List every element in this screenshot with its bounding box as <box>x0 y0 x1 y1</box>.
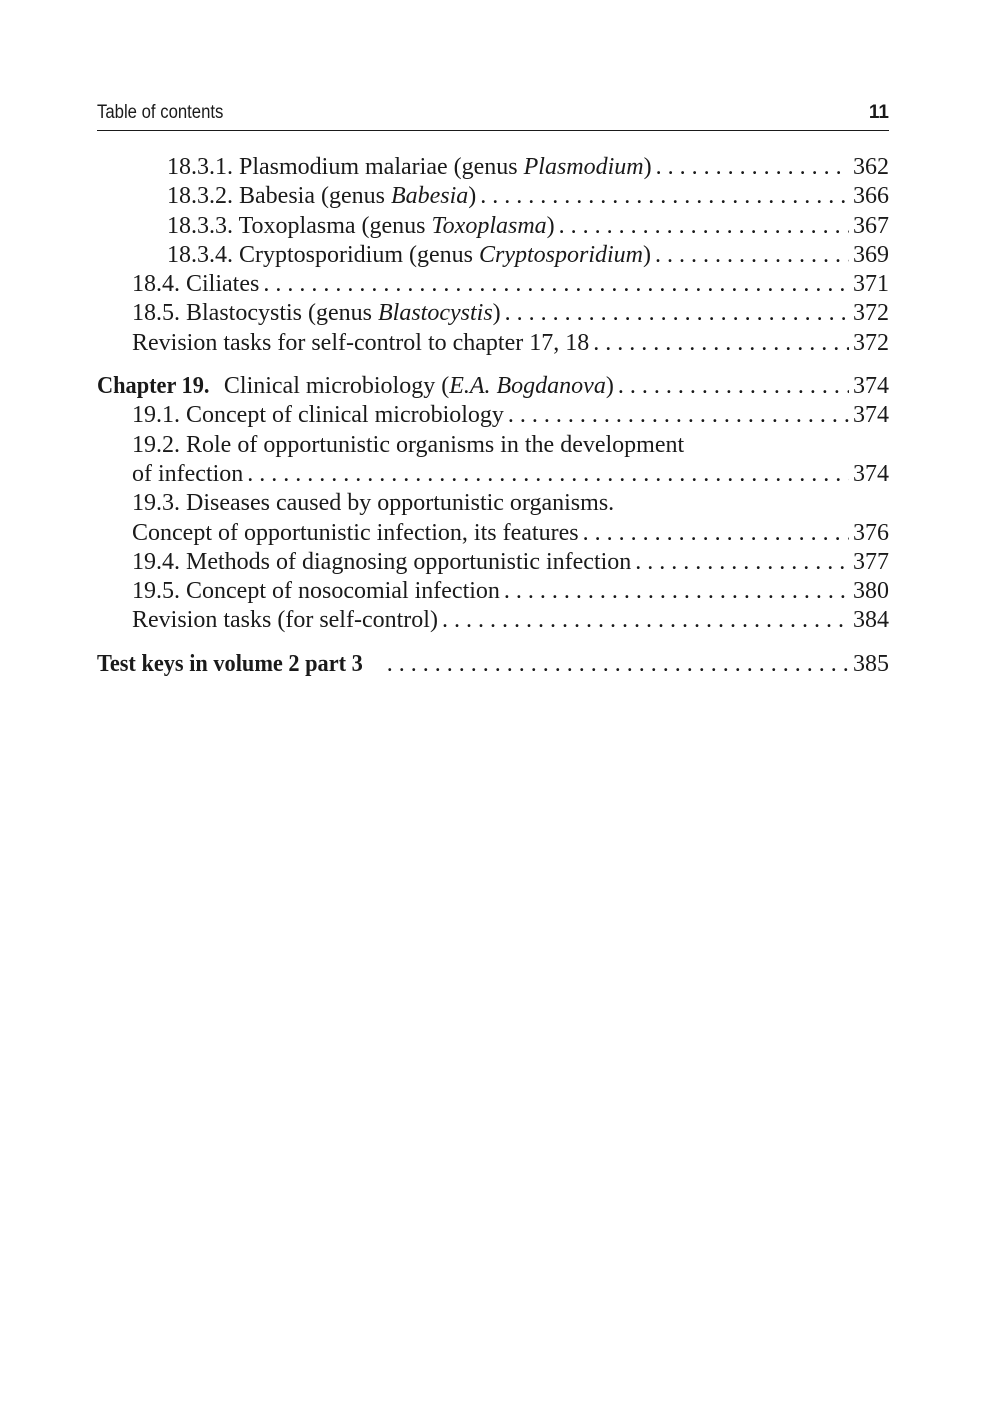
toc-entry-title: 18.3.1. Plasmodium malariae (genus Plasmodium) <box>167 154 652 180</box>
toc-entry-title: 18.3.2. Babesia (genus Babesia) <box>167 183 477 210</box>
toc-entry-page: 374 <box>853 373 889 400</box>
section-gap <box>97 636 889 650</box>
table-of-contents <box>97 153 889 679</box>
dot-leader <box>618 372 849 401</box>
toc-entry-test-keys[interactable] <box>97 650 889 679</box>
toc-entry-page: 374 <box>853 402 889 429</box>
toc-entry-revision-17-18[interactable] <box>97 329 889 358</box>
toc-entry-revision-19[interactable] <box>97 606 889 635</box>
toc-entry-title: Concept of opportunistic infection, its features <box>132 519 579 546</box>
toc-entry-title: of infection <box>132 460 244 487</box>
toc-entry-chapter-19[interactable] <box>97 372 889 401</box>
toc-entry-title: 18.3.4. Cryptosporidium (genus Cryptosporidium) <box>167 241 652 268</box>
toc-entry-title: 18.3.3. Toxoplasma (genus Toxoplasma) <box>167 212 555 239</box>
toc-entry-18-3-4[interactable] <box>97 241 889 270</box>
section-gap <box>97 358 889 372</box>
toc-entry-title: 19.1. Concept of clinical microbiology <box>132 402 504 429</box>
toc-entry-19-3[interactable] <box>97 519 889 548</box>
dot-leader <box>442 606 849 635</box>
toc-entry-18-5[interactable] <box>97 299 889 328</box>
toc-entry-title: Test keys in volume 2 part 3 <box>97 650 363 677</box>
dot-leader <box>656 153 849 182</box>
toc-entry-title: Chapter 19. Clinical microbiology (E.A. Bogdanova) <box>97 372 614 401</box>
toc-entry-18-3-2[interactable] <box>97 182 889 211</box>
running-header <box>97 100 889 131</box>
toc-entry-title: 18.5. Blastocystis (genus Blastocystis) <box>132 300 501 327</box>
toc-entry-page: 372 <box>853 329 889 356</box>
dot-leader <box>635 548 849 577</box>
toc-entry-page: 385 <box>853 650 889 677</box>
toc-entry-page: 380 <box>853 578 889 605</box>
toc-entry-page: 377 <box>853 548 889 575</box>
toc-entry-page: 374 <box>853 460 889 487</box>
toc-entry-page: 371 <box>853 271 889 298</box>
dot-leader <box>263 270 849 299</box>
toc-entry-19-5[interactable] <box>97 577 889 606</box>
dot-leader <box>387 650 849 679</box>
toc-entry-19-1[interactable] <box>97 401 889 430</box>
dot-leader <box>559 212 849 241</box>
toc-entry-18-4[interactable] <box>97 270 889 299</box>
toc-entry-page: 384 <box>853 607 889 634</box>
dot-leader <box>655 241 849 270</box>
toc-entry-title: Revision tasks for self-control to chapter 17, 18 <box>132 329 590 356</box>
toc-entry-page: 372 <box>853 300 889 327</box>
toc-entry-page: 369 <box>853 241 889 268</box>
toc-entry-19-2[interactable] <box>97 460 889 489</box>
dot-leader <box>504 577 849 606</box>
dot-leader <box>583 519 849 548</box>
toc-entry-title: Revision tasks (for self-control) <box>132 607 438 634</box>
header-page-number: 11 <box>868 102 889 123</box>
dot-leader <box>480 182 849 211</box>
toc-entry-19-2-line1[interactable]: 19.2. Role of opportunistic organisms in the development <box>132 431 685 458</box>
toc-entry-18-3-3[interactable] <box>97 212 889 241</box>
dot-leader <box>505 299 849 328</box>
toc-entry-page: 367 <box>853 212 889 239</box>
toc-entry-title: 19.5. Concept of nosocomial infection <box>132 578 500 605</box>
toc-entry-page: 362 <box>853 154 889 180</box>
toc-entry-18-3-1[interactable] <box>97 153 889 182</box>
chapter-label: Chapter 19. <box>97 373 210 400</box>
toc-entry-title: 18.4. Ciliates <box>132 271 260 298</box>
toc-entry-19-3-line1[interactable]: 19.3. Diseases caused by opportunistic organisms. <box>132 490 615 517</box>
toc-entry-title: 19.4. Methods of diagnosing opportunistic infection <box>132 548 632 575</box>
toc-entry-page: 366 <box>853 183 889 210</box>
dot-leader <box>247 460 849 489</box>
header-title: Table of contents <box>97 102 224 123</box>
toc-entry-page: 376 <box>853 519 889 546</box>
dot-leader <box>508 401 849 430</box>
toc-entry-19-4[interactable] <box>97 548 889 577</box>
dot-leader <box>593 329 849 358</box>
